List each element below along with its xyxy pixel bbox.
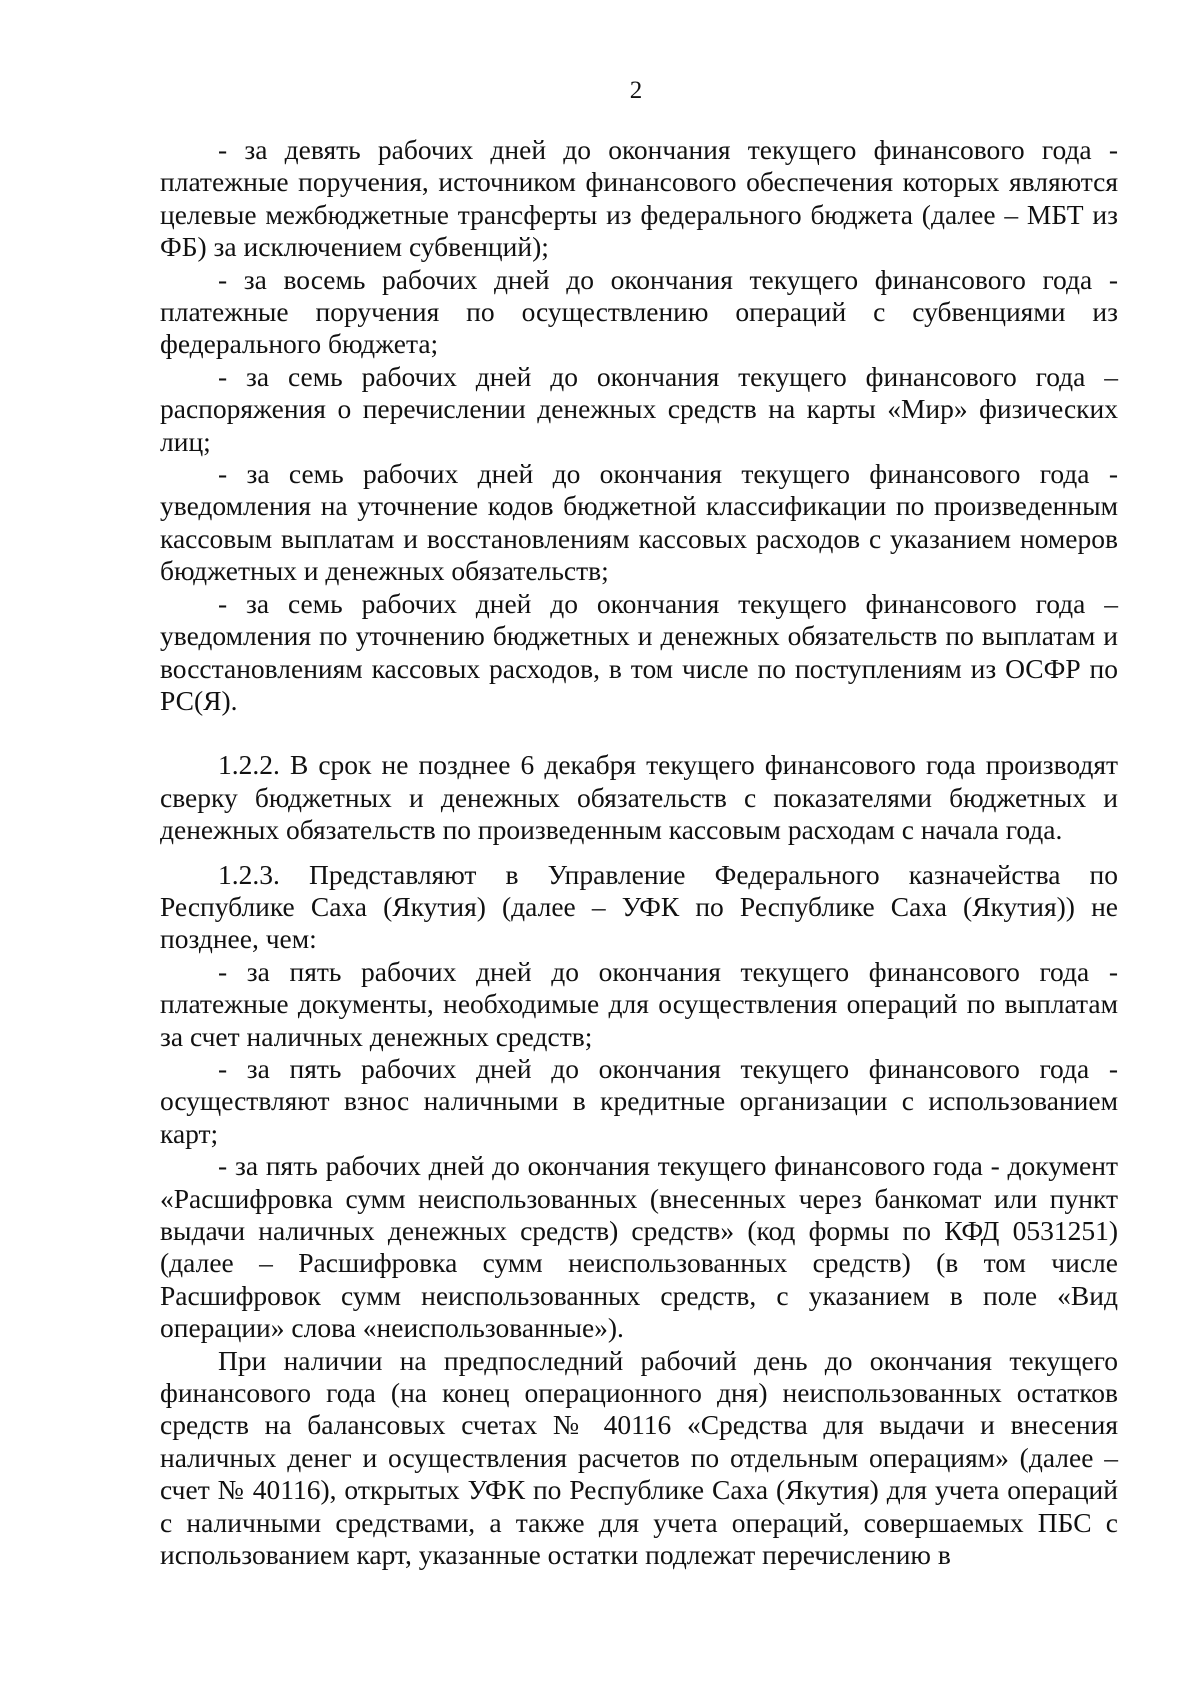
paragraph-cash-deposit-cards: - за пять рабочих дней до окончания текущего финансового года - осуществляют взнос наличными в кредитные организации с использованием карт; — [160, 1052, 1118, 1149]
paragraph-mir-cards-orders: - за семь рабочих дней до окончания текущего финансового года – распоряжения о перечислении денежных средств на карты «Мир» физических лиц; — [160, 360, 1118, 457]
paragraph-cash-payment-documents: - за пять рабочих дней до окончания текущего финансового года - платежные документы, необходимые для осуществления операций по выплатам за счет наличных денежных средств; — [160, 955, 1118, 1052]
paragraph-budget-classification-notices: - за семь рабочих дней до окончания текущего финансового года - уведомления на уточнение кодов бюджетной классификации по произведенным кассовым выплатам и восстановлениям кассовых расходов с указанием номеров бюджетных и денежных обязательств; — [160, 458, 1118, 587]
paragraph-subvention-payment-orders: - за восемь рабочих дней до окончания текущего финансового года - платежные поручения по осуществлению операций с субвенциями из федерального бюджета; — [160, 263, 1118, 360]
page-number: 2 — [629, 77, 643, 104]
document-body — [160, 134, 1118, 1571]
paragraph-unused-funds-breakdown: - за пять рабочих дней до окончания текущего финансового года - документ «Расшифровка сумм неиспользованных (внесенных через банкомат или пункт выдачи наличных денежных средств) средств» (код формы по КФД 0531251) (далее – Расшифровка сумм неиспользованных средств) (в том числе Расшифровок сумм неиспользованных средств, с указанием в поле «Вид операции» слова «неиспользованные»). — [160, 1150, 1118, 1344]
paragraph-mbt-payment-orders: - за девять рабочих дней до окончания текущего финансового года - платежные поручения, источником финансового обеспечения которых являются целевые межбюджетные трансферты из федерального бюджета (далее – МБТ из ФБ) за исключением субвенций); — [160, 134, 1118, 263]
paragraph-obligations-notices: - за семь рабочих дней до окончания текущего финансового года – уведомления по уточнению бюджетных и денежных обязательств по выплатам и восстановлениям кассовых расходов, в том числе по поступлениям из ОСФР по РС(Я). — [160, 587, 1118, 716]
paragraph-1-2-3-submission: 1.2.3. Представляют в Управление Федерального казначейства по Республике Саха (Якутия) (далее – УФК по Республике Саха (Якутия)) не позднее, чем: — [160, 858, 1118, 955]
paragraph-1-2-2-reconciliation: 1.2.2. В срок не позднее 6 декабря текущего финансового года производят сверку бюджетных и денежных обязательств с показателями бюджетных и денежных обязательств по произведенным кассовым расходам с начала года. — [160, 749, 1118, 846]
paragraph-unused-balances-transfer: При наличии на предпоследний рабочий день до окончания текущего финансового года (на конец операционного дня) неиспользованных остатков средств на балансовых счетах № 40116 «Средства для выдачи и внесения наличных денег и осуществления расчетов по отдельным операциям» (далее – счет № 40116), открытых УФК по Республике Саха (Якутия) для учета операций с наличными средствами, а также для учета операций, совершаемых ПБС с использованием карт, указанные остатки подлежат перечислению в — [160, 1344, 1118, 1571]
